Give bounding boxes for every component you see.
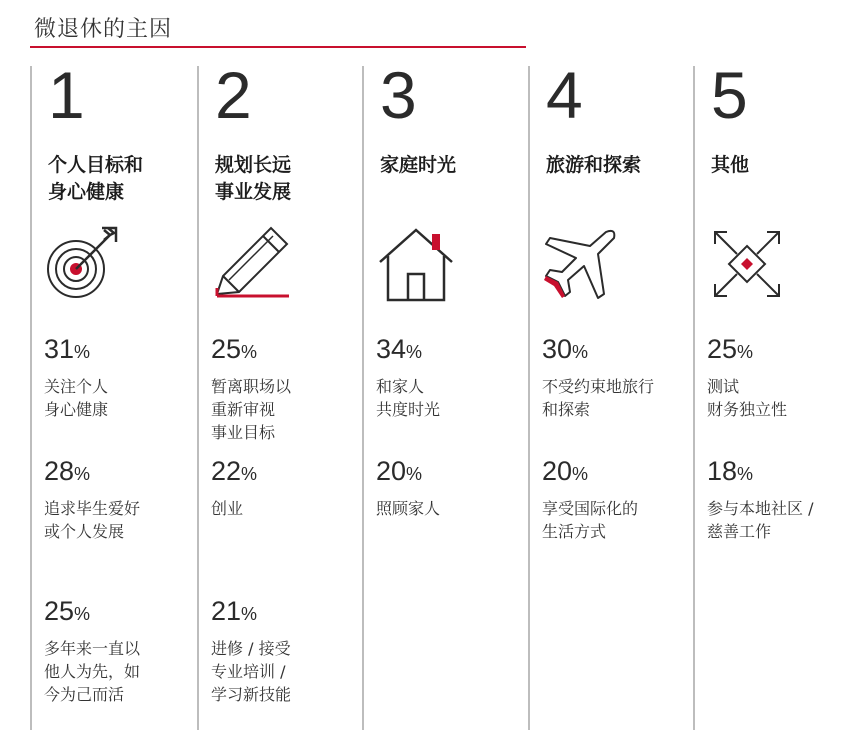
- stat-unit: %: [74, 604, 91, 624]
- column-heading: 旅游和探索: [546, 154, 642, 176]
- stat-unit: %: [74, 342, 91, 362]
- column-number: 2: [215, 58, 252, 132]
- stat-value: 21: [211, 596, 242, 626]
- column-heading: 个人目标和 身心健康: [48, 154, 144, 203]
- stat-value: 22: [211, 456, 242, 486]
- stat-value: 20: [542, 456, 573, 486]
- stat-description: 暂离职场以 重新审视 事业目标: [211, 377, 292, 442]
- stat-item: [376, 334, 440, 421]
- stat-unit: %: [241, 464, 258, 484]
- stat-item: [211, 596, 291, 706]
- stat-value: 25: [211, 334, 242, 364]
- stat-description: 关注个人 身心健康: [44, 377, 109, 419]
- stat-value: 20: [376, 456, 407, 486]
- stat-value: 25: [707, 334, 738, 364]
- stat-unit: %: [74, 464, 91, 484]
- stat-description: 进修 / 接受 专业培训 / 学习新技能: [211, 639, 292, 704]
- stat-description: 不受约束地旅行 和探索: [542, 377, 655, 419]
- stat-item: [542, 456, 638, 543]
- column-number: 3: [380, 58, 417, 132]
- column-career: [197, 58, 359, 730]
- stat-value: 31: [44, 334, 75, 364]
- stat-description: 和家人 共度时光: [376, 377, 441, 419]
- column-heading: 规划长远 事业发展: [215, 154, 292, 203]
- stat-description: 创业: [211, 499, 244, 518]
- column-heading: 家庭时光: [380, 154, 457, 176]
- stat-item: [707, 456, 813, 543]
- stat-unit: %: [737, 342, 754, 362]
- stat-description: 享受国际化的 生活方式: [542, 499, 639, 541]
- stat-item: [44, 456, 140, 543]
- stat-description: 参与本地社区 / 慈善工作: [707, 499, 814, 541]
- stat-item: [707, 334, 787, 421]
- stat-unit: %: [737, 464, 754, 484]
- target-icon: [44, 224, 124, 304]
- stat-description: 追求毕生爱好 或个人发展: [44, 499, 141, 541]
- stat-item: [211, 334, 291, 444]
- house-icon: [376, 224, 456, 304]
- stat-unit: %: [406, 342, 423, 362]
- column-travel: [528, 58, 690, 730]
- stat-value: 28: [44, 456, 75, 486]
- stat-description: 照顾家人: [376, 499, 441, 518]
- column-number: 5: [711, 58, 748, 132]
- expand-arrows-icon: [707, 224, 787, 304]
- column-other: [693, 58, 855, 730]
- stat-value: 34: [376, 334, 407, 364]
- stat-value: 25: [44, 596, 75, 626]
- stat-description: 测试 财务独立性: [707, 377, 788, 419]
- stat-item: [542, 334, 654, 421]
- stat-item: [376, 456, 440, 520]
- column-family: [362, 58, 524, 730]
- column-number: 4: [546, 58, 583, 132]
- airplane-icon: [542, 224, 622, 304]
- pencil-icon: [211, 224, 291, 304]
- column-personal-goals: [30, 58, 192, 730]
- stat-unit: %: [572, 342, 589, 362]
- stat-unit: %: [241, 342, 258, 362]
- stat-description: 多年来一直以 他人为先，如 今为己而活: [44, 639, 141, 704]
- title-underline: [30, 46, 526, 48]
- stat-unit: %: [241, 604, 258, 624]
- stat-unit: %: [406, 464, 423, 484]
- stat-item: [44, 334, 108, 421]
- stat-item: [44, 596, 140, 706]
- stat-value: 30: [542, 334, 573, 364]
- column-heading: 其他: [711, 154, 750, 176]
- page-title: 微退休的主因: [34, 17, 173, 42]
- stat-unit: %: [572, 464, 589, 484]
- column-number: 1: [48, 58, 85, 132]
- stat-item: [211, 456, 257, 520]
- stat-value: 18: [707, 456, 738, 486]
